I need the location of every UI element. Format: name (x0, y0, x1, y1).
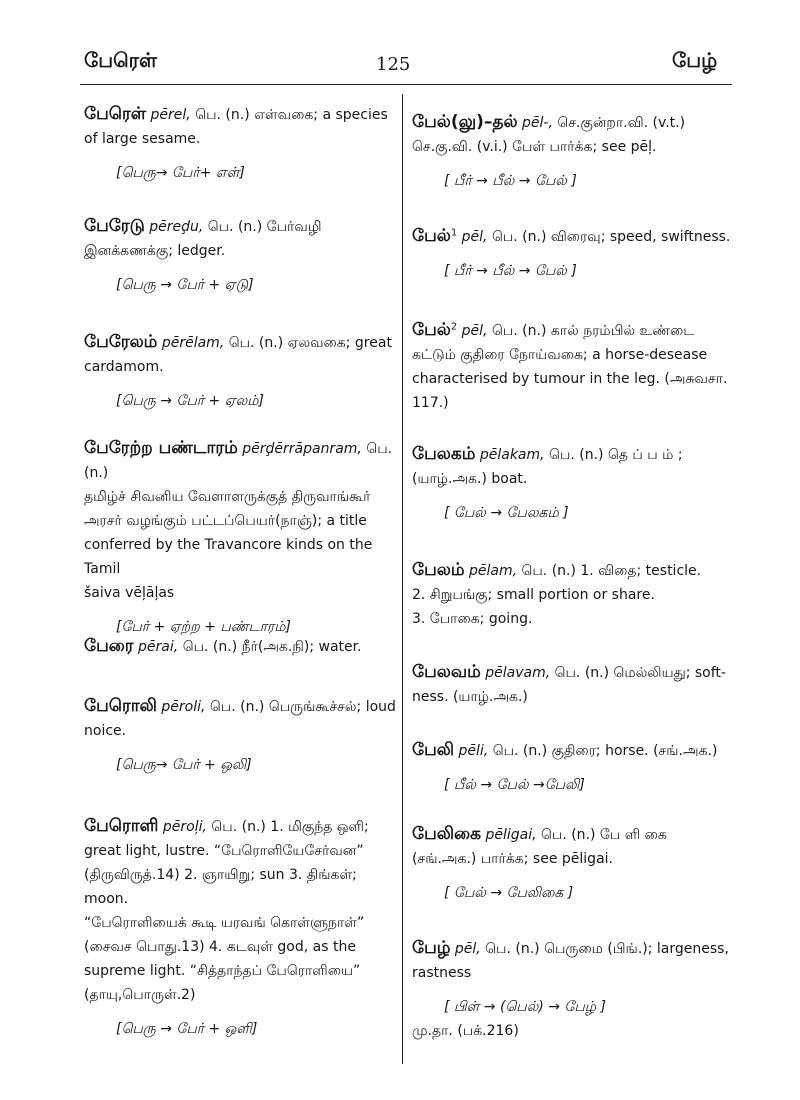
definition-line: supreme light. “சித்தாந்தப் பேரொளியை” (84, 963, 361, 979)
transliteration: pēroli, (161, 699, 206, 715)
entry-pērai (84, 634, 396, 659)
entry-pērel (84, 102, 396, 185)
definition-cont: cardamom. (84, 359, 164, 375)
transliteration: pērel, (150, 107, 191, 123)
transliteration: pērēlam, (161, 335, 225, 351)
entry-pēligai (412, 822, 732, 905)
definition-line: (சைவச பொது.13) 4. கடவுள் god, as the (84, 939, 356, 955)
transliteration: pēligai, (485, 827, 537, 843)
definition: பெ. (n.) தெ ப் ப ம் ; (549, 447, 683, 463)
entry-pēlavam (412, 660, 732, 709)
definition: பெ. (n.) பெருமை (பிங்.); largeness, (485, 941, 729, 957)
etymology: [பெரு→ பேர் + ஒலி] (116, 757, 252, 773)
running-head-left: பேரெள் (84, 48, 158, 72)
homonym-number: 1 (450, 227, 458, 239)
definition-line: 3. போகை; going. (412, 611, 533, 627)
entry-pērēlam (84, 330, 396, 413)
headword: பேலவம் (412, 662, 481, 682)
transliteration: pēreḑu, (149, 219, 204, 235)
definition-line: 2. சிறுபங்கு; small portion or share. (412, 587, 655, 603)
definition: பெ. (n.) (84, 441, 393, 481)
etymology: [ பீர் → பீல் → பேல் ] (444, 263, 577, 279)
entry-pēroli (84, 694, 396, 777)
source-reference: மு.தா. (பக்.216) (412, 1023, 519, 1039)
entry-pēl-1 (412, 224, 732, 283)
entry-pērērrāpanram (84, 436, 396, 639)
definition-line: (சங்.அக.) பார்க்க; see pēligai. (412, 851, 613, 867)
header-rule (80, 84, 732, 85)
headword: பேலி (412, 740, 455, 760)
etymology: [பெரு → பேர் + ஏடு] (116, 277, 254, 293)
page-header (0, 48, 800, 88)
etymology: [ பேல் → பேலிகை ] (444, 885, 574, 901)
etymology: [பெரு → பேர் + ஒளி] (116, 1021, 258, 1037)
definition: பெ. (n.) எள்வகை; a species (195, 107, 388, 123)
etymology: [ பேல் → பேலகம் ] (444, 505, 569, 521)
definition-line: செ.கு.வி. (v.i.) பேள் பார்க்க; see pēļ. (412, 139, 657, 155)
headword: பேரெள் (84, 104, 147, 124)
transliteration: pēroļi, (162, 819, 207, 835)
entry-pēli (412, 738, 732, 797)
headword: பேரொலி (84, 696, 157, 716)
definition: பெ. (n.) பேர்வழி (207, 219, 322, 235)
running-head-right: பேழ் (672, 48, 718, 72)
headword: பேரொளி (84, 816, 159, 836)
definition-line: அரசர் வழங்கும் பட்டப்பெயர்(நாஞ்); a title (84, 513, 367, 529)
entry-pēl-verb (412, 110, 732, 193)
definition-line: (தாயு,பொருள்.2) (84, 987, 196, 1003)
definition: பெ. (n.) மெல்லியது; soft- (554, 665, 726, 681)
transliteration: pēlakam, (479, 447, 545, 463)
entry-pēlam (412, 558, 732, 631)
definition: பெ. (n.) பெருங்கூச்சல்; loud (209, 699, 396, 715)
etymology: [பெரு→ பேர்+ எள்] (116, 165, 245, 181)
definition-line: (திருவிருத்.14) 2. ஞாயிறு; sun 3. திங்கள்; moon. (84, 867, 357, 907)
etymology: [ பீர் → பீல் → பேல் ] (444, 173, 577, 189)
transliteration: pēli, (458, 743, 489, 759)
etymology: [ பிள் → (பெல்) → பேழ் ] (444, 999, 606, 1015)
definition-line: 117.) (412, 395, 449, 411)
entry-pēroḷi (84, 814, 396, 1041)
headword: பேரேலம் (84, 332, 158, 352)
definition: பெ. (n.) கால் நரம்பில் உண்டை (491, 323, 695, 339)
definition-cont: இனக்கணக்கு; ledger. (84, 243, 226, 259)
definition-line: (யாழ்.அக.) boat. (412, 471, 528, 487)
definition-line: “பேரொளியைக் கூடி யரவங் கொள்ளுநாள்” (84, 915, 365, 931)
definition: பெ. (n.) நீர்(அக.நி); water. (182, 639, 362, 655)
headword: பேல் (412, 320, 451, 340)
definition: பெ. (n.) 1. மிகுந்த ஒளி; (211, 819, 369, 835)
definition: பெ. (n.) ஏலவகை; great (228, 335, 392, 351)
transliteration: pēl, (454, 941, 481, 957)
definition-line: கட்டும் குதிரை நோய்வகை; a horse-desease (412, 347, 708, 363)
entry-pēlakam (412, 442, 732, 525)
headword: பேரேடு (84, 216, 145, 236)
definition: பெ. (n.) குதிரை; horse. (சங்.அக.) (492, 743, 718, 759)
entry-pēl-largeness (412, 936, 732, 1043)
definition: பெ. (n.) 1. விதை; testicle. (521, 563, 702, 579)
headword: பேரை (84, 636, 134, 656)
definition-line: rastness (412, 965, 472, 981)
definition-cont: of large sesame. (84, 131, 201, 147)
homonym-number: 2 (450, 321, 458, 333)
definition-line: ness. (யாழ்.அக.) (412, 689, 528, 705)
transliteration: pēl, (461, 323, 488, 339)
headword: பேல்(லு)–தல் (412, 112, 518, 132)
headword: பேழ் (412, 938, 451, 958)
entry-pēl-2 (412, 318, 732, 415)
etymology: [பேர் + ஏற்ற + பண்டாரம்] (116, 619, 291, 635)
definition-line: great light, lustre. “பேரொளியேசேர்வன” (84, 843, 364, 859)
transliteration: pēlavam, (485, 665, 551, 681)
transliteration: pēl-, (522, 115, 553, 131)
definition: செ.குன்றா.வி. (v.t.) (557, 115, 686, 131)
transliteration: pēlam, (468, 563, 518, 579)
transliteration: pērai, (138, 639, 179, 655)
definition-line: conferred by the Travancore kinds on the Tamil (84, 537, 373, 577)
entry-pēreḑu (84, 214, 396, 297)
definition-cont: noice. (84, 723, 127, 739)
page-number: 125 (376, 54, 411, 75)
definition: பெ. (n.) பே ளி கை (541, 827, 667, 843)
headword: பேலிகை (412, 824, 481, 844)
etymology: [ பீல் → பேல் →பேலி] (444, 777, 585, 793)
transliteration: pēl, (461, 229, 488, 245)
definition-line: characterised by tumour in the leg. (அசுவசா. (412, 371, 728, 387)
headword: பேலம் (412, 560, 465, 580)
headword: பேல் (412, 226, 451, 246)
headword: பேரேற்ற பண்டாரம் (84, 438, 238, 458)
etymology: [பெரு → பேர் + ஏலம்] (116, 393, 264, 409)
transliteration: pērḑērrāpanram, (242, 441, 362, 457)
definition: பெ. (n.) விரைவு; speed, swiftness. (491, 229, 731, 245)
definition-line: தமிழ்ச் சிவனிய வேளாளருக்குத் திருவாங்கூர் (84, 489, 371, 505)
definition-line: šaiva vēļāļas (84, 585, 175, 601)
column-divider (402, 94, 403, 1064)
headword: பேலகம் (412, 444, 476, 464)
